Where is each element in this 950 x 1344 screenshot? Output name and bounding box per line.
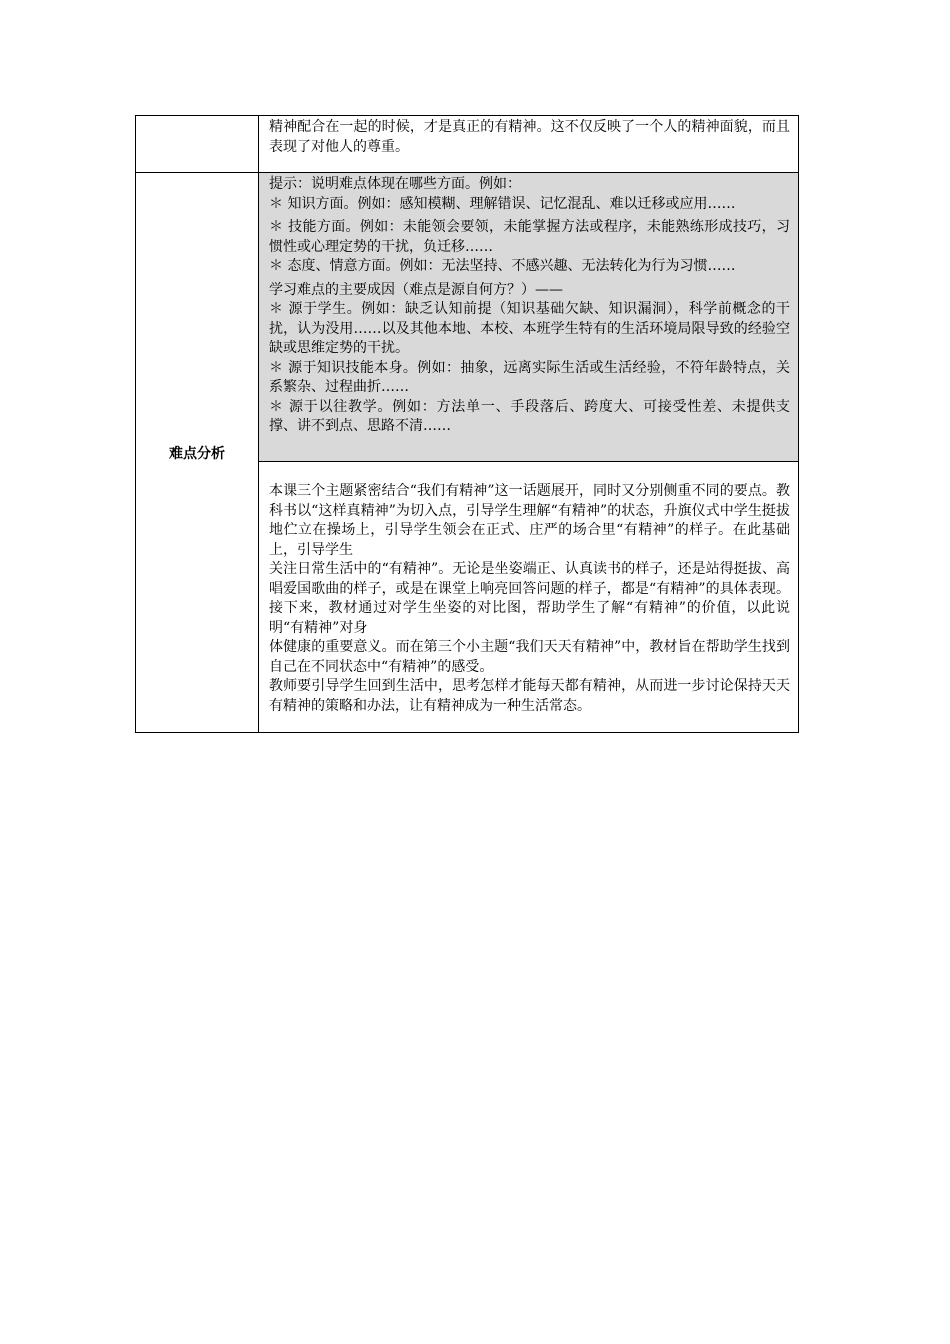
- analysis-paragraph-2: 关注日常生活中的“有精神”。无论是坐姿端正、认真读书的样子，还是站得挺拔、高唱爱国歌曲的样子，或是在课堂上响亮回答问题的样子，都是“有精神”的具体表现。接下来，教材通过对学生坐姿的对比图，帮助学生了解“有精神”的价值，以此说明“有精神”对身: [269, 561, 790, 636]
- hint-skills: ＊ 技能方面。例如：未能领会要领，未能掌握方法或程序，未能熟练形成技巧，习惯性或心理定势的干扰，负迁移……: [269, 219, 790, 255]
- difficulty-hint-row: [136, 173, 799, 462]
- hint-cause-teaching: ＊ 源于以往教学。例如：方法单一、手段落后、跨度大、可接受性差、未提供支撑、讲不到点、思路不清……: [269, 398, 790, 434]
- hint-causes-heading: 学习难点的主要成因（难点是源自何方？）——: [269, 281, 563, 298]
- difficulty-label-cell: [136, 173, 259, 733]
- difficulty-label: 难点分析: [169, 445, 225, 462]
- analysis-paragraph-1: 本课三个主题紧密结合“我们有精神”这一话题展开，同时又分别侧重不同的要点。教科书以“这样真精神”为切入点，引导学生理解“有精神”的状态，升旗仪式中学生挺拔地伫立在操场上，引导学生领会在正式、庄严的场合里“有精神”的样子。在此基础上，引导学生: [269, 483, 790, 558]
- difficulty-hint-cell: [259, 173, 799, 462]
- hint-cause-students: ＊ 源于学生。例如：缺乏认知前提（知识基础欠缺、知识漏洞），科学前概念的干扰，认为没用……以及其他本地、本校、本班学生特有的生活环境局限导致的经验空缺或思维定势的干扰。: [269, 301, 790, 356]
- continuation-cell: [259, 116, 799, 173]
- hint-attitude: ＊ 态度、情意方面。例如：无法坚持、不感兴趣、无法转化为行为习惯……: [269, 258, 736, 274]
- empty-label-cell: [136, 116, 259, 173]
- hint-intro: 提示：说明难点体现在哪些方面。例如：: [269, 176, 521, 192]
- hint-knowledge: ＊ 知识方面。例如：感知模糊、理解错误、记忆混乱、难以迁移或应用……: [269, 195, 736, 212]
- continuation-row: [136, 116, 799, 173]
- lesson-plan-table: [135, 115, 799, 733]
- analysis-paragraph-4: 教师要引导学生回到生活中，思考怎样才能每天都有精神，从而进一步讨论保持天天有精神的策略和办法，让有精神成为一种生活常态。: [269, 678, 790, 714]
- continuation-text: 精神配合在一起的时候，才是真正的有精神。这不仅反映了一个人的精神面貌，而且表现了对他人的尊重。: [269, 119, 790, 155]
- difficulty-analysis-cell: [259, 462, 799, 733]
- hint-cause-knowledge: ＊ 源于知识技能本身。例如：抽象，远离实际生活或生活经验，不符年龄特点，关系繁杂、过程曲折……: [269, 359, 790, 395]
- analysis-paragraph-3: 体健康的重要意义。而在第三个小主题“我们天天有精神”中，教材旨在帮助学生找到自己在不同状态中“有精神”的感受。: [269, 639, 790, 675]
